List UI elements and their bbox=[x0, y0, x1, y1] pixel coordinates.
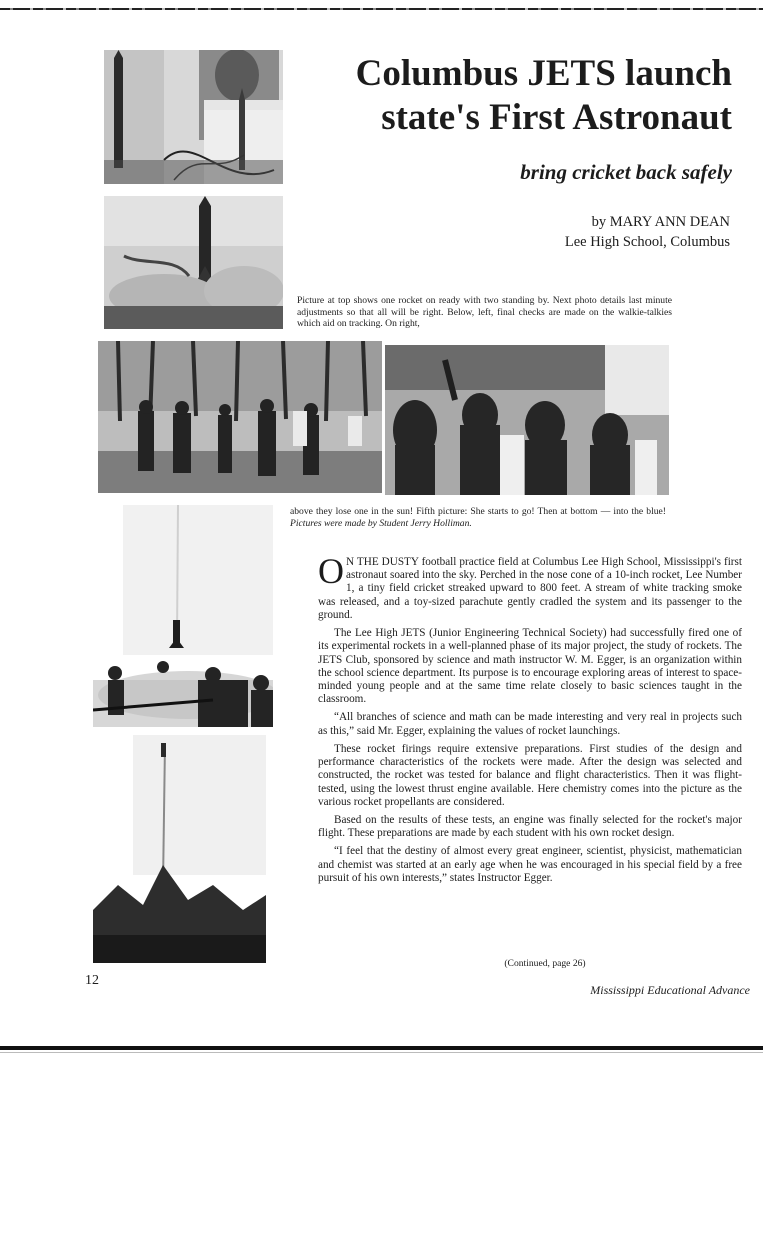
body-paragraph-1-text: N THE DUSTY football practice field at Columbus Lee High School, Mississippi's first astronaut soared into the sky. Perched in the nose cone of a 10-inch rocket, Lee Number 1, a tiny field cricket streaked upward to 800 feet. A stream of white tracking smoke was released, and a toy-sized parachute gently cradled the system and its passenger to the ground. bbox=[318, 556, 742, 621]
continued-note: (Continued, page 26) bbox=[504, 958, 586, 969]
bottom-page-rule bbox=[0, 1046, 763, 1050]
photo-caption-top: Picture at top shows one rocket on ready with two standing by. Next photo details last minute adjustments so that all will be right. Below, left, final checks are made on the walkie-talkies which aid on tracking. On right, bbox=[297, 295, 672, 330]
body-paragraph-3: “All branches of science and math can be made interesting and very real in projects such as this,” said Mr. Egger, explaining the values of rocket launchings. bbox=[318, 711, 742, 737]
headline-line-1: Columbus JETS launch bbox=[355, 53, 732, 94]
body-paragraph-6: “I feel that the destiny of almost every great engineer, scientist, physicist, mathematician and chemist was started at an early age when he was encouraged in his special field by a free pursuit of his own interests,” states Instructor Egger. bbox=[318, 845, 742, 884]
byline-school: Lee High School, Columbus bbox=[564, 234, 730, 251]
top-page-rule bbox=[0, 8, 763, 10]
photo-into-the-blue bbox=[93, 735, 266, 963]
article-body bbox=[318, 551, 742, 890]
photo-last-minute-adjustments bbox=[104, 196, 283, 329]
photo-walkie-talkie-checks bbox=[98, 341, 382, 493]
body-paragraph-2: The Lee High JETS (Junior Engineering Technical Society) had successfully fired one of its experimental rockets in a well-planned phase of its major project, the study of rockets. The JETS Club, sponsored by science and math instructor W. M. Egger, is an organization within the school science department. Its purpose is to encourage exploring areas of interest to space-minded young people and at the same time relate closely to basic sciences taught in the classroom. bbox=[318, 627, 742, 706]
photo-rocket-starts-to-go bbox=[93, 505, 273, 727]
photo-rockets-on-ready bbox=[104, 50, 283, 184]
drop-cap: O bbox=[318, 551, 344, 591]
magazine-name: Mississippi Educational Advance bbox=[590, 983, 750, 997]
photo-caption-bottom bbox=[290, 506, 666, 529]
body-paragraph-1 bbox=[318, 551, 742, 622]
body-paragraph-5: Based on the results of these tests, an engine was finally selected for the rocket's major flight. These preparations are made by each student with his own rocket design. bbox=[318, 813, 742, 840]
page-number: 12 bbox=[85, 973, 99, 988]
photo-lose-one-in-sun bbox=[385, 345, 669, 495]
photo-credit: Pictures were made by Student Jerry Holliman. bbox=[290, 517, 472, 529]
caption-bottom-text: above they lose one in the sun! Fifth picture: She starts to go! Then at bottom — into the blue! bbox=[290, 506, 666, 517]
headline-line-2: state's First Astronaut bbox=[381, 97, 732, 139]
article-headline bbox=[290, 52, 732, 141]
byline bbox=[420, 212, 730, 253]
byline-author: by MARY ANN DEAN bbox=[591, 214, 730, 230]
article-subhead: bring cricket back safely bbox=[520, 160, 732, 184]
body-paragraph-4: These rocket firings require extensive preparations. First studies of the design and performance characteristics of the rockets were made. After the design was selected and constructed, the rocket was tested for balance and flight characteristics. Then it was flight-tested, using the lowest thrust engine available. Here chemistry comes into the picture as the various rocket propellants are considered. bbox=[318, 742, 742, 808]
